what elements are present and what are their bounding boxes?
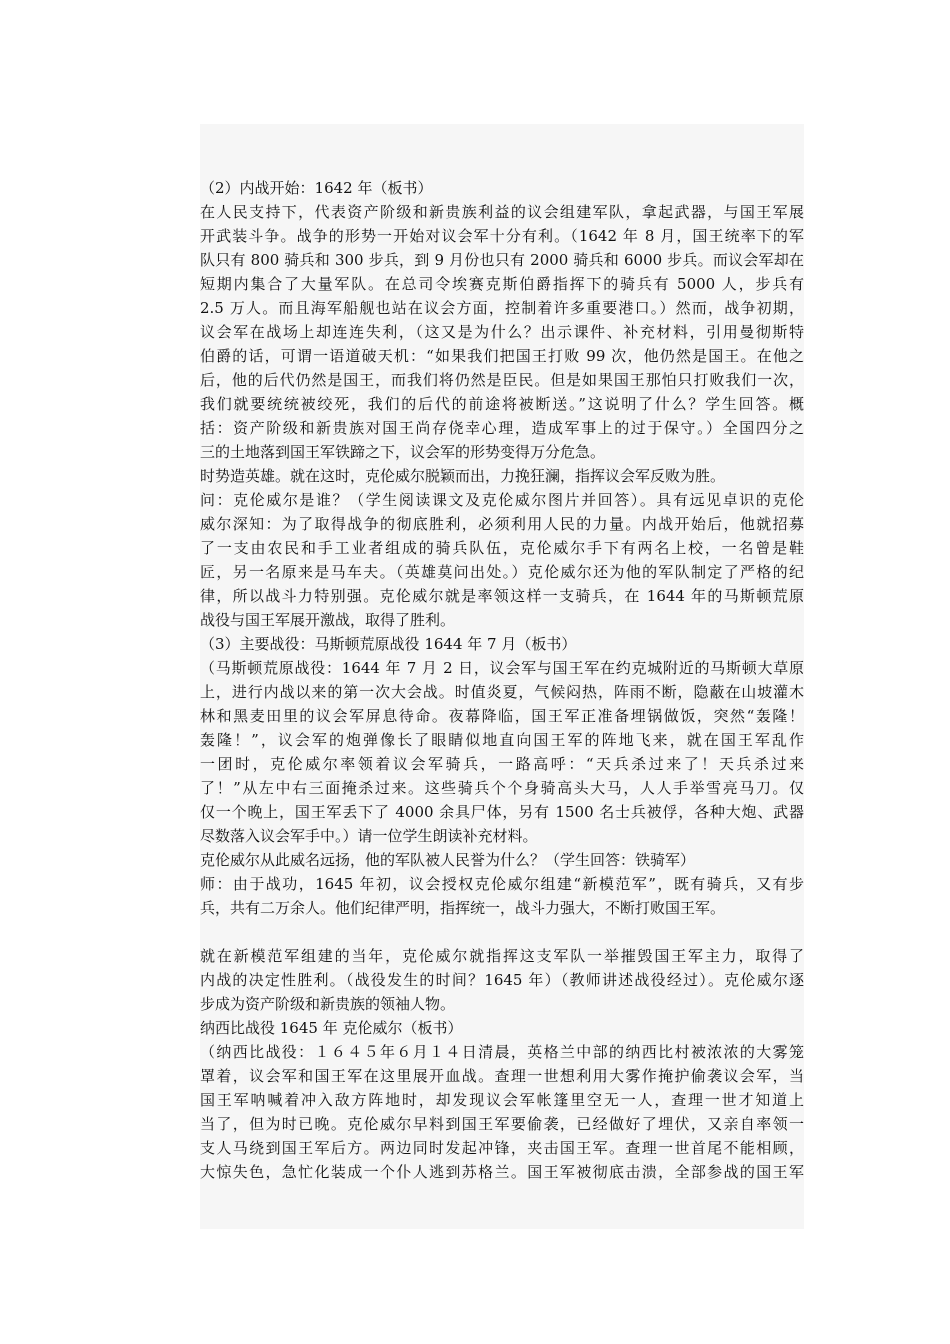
text-line: 后，他的后代仍然是国王，而我们将仍然是臣民。但是如果国王那怕只打败我们一次， (200, 371, 804, 389)
text-line: 伯爵的话，可谓一语道破天机：“如果我们把国王打败 99 次，他仍然是国王。在他之 (200, 347, 804, 365)
text-line: 罩着，议会军和国王军在这里展开血战。查理一世想利用大雾作掩护偷袭议会军，当 (200, 1067, 804, 1085)
text-line: 仅一个晚上，国王军丢下了 4000 余具尸体，另有 1500 名士兵被俘，各种大炮、武器 (200, 803, 804, 821)
text-line: 开武装斗争。战争的形势一开始对议会军十分有利。（1642 年 8 月，国王统率下的军 (200, 227, 804, 245)
text-line: 纳西比战役 1645 年 克伦威尔（板书） (200, 1019, 463, 1037)
document-body (200, 176, 804, 1184)
text-line: （3）主要战役：马斯顿荒原战役 1644 年 7 月（板书） (200, 635, 577, 653)
text-line: 国王军呐喊着冲入敌方阵地时，却发现议会军帐篷里空无一人，查理一世才知道上 (200, 1091, 804, 1109)
text-line: 威尔深知：为了取得战争的彻底胜利，必须利用人民的力量。内战开始后，他就招募 (200, 515, 804, 533)
text-line: 短期内集合了大量军队。在总司令埃赛克斯伯爵指挥下的骑兵有 5000 人，步兵有 (200, 275, 804, 293)
text-line: （马斯顿荒原战役：1644 年 7 月 2 日，议会军与国王军在约克城附近的马斯顿大草原 (200, 659, 804, 677)
text-line: 上，进行内战以来的第一次大会战。时值炎夏，气候闷热，阵雨不断，隐蔽在山坡灌木 (200, 683, 804, 701)
text-line: （2）内战开始：1642 年（板书） (200, 179, 433, 197)
text-line: 三的土地落到国王军铁蹄之下，议会军的形势变得万分危急。 (200, 443, 606, 461)
text-line: 支人马绕到国王军后方。两边同时发起冲锋，夹击国王军。查理一世首尾不能相顾， (200, 1139, 804, 1157)
text-line: 一团时，克伦威尔率领着议会军骑兵，一路高呼：“天兵杀过来了！天兵杀过来 (200, 755, 804, 773)
text-line: 括：资产阶级和新贵族对国王尚存侥幸心理，造成军事上的过于保守。）全国四分之 (200, 419, 804, 437)
text-line: 律，所以战斗力特别强。克伦威尔就是率领这样一支骑兵，在 1644 年的马斯顿荒原 (200, 587, 804, 605)
text-line: 兵，共有二万余人。他们纪律严明，指挥统一，战斗力强大，不断打败国王军。 (200, 899, 726, 917)
text-line: 步成为资产阶级和新贵族的领袖人物。 (200, 995, 456, 1013)
text-line: 克伦威尔从此威名远扬，他的军队被人民誉为什么？（学生回答：铁骑军） (200, 851, 696, 869)
text-line: 我们就要统统被绞死，我们的后代的前途将被断送。”这说明了什么？学生回答。概 (200, 395, 804, 413)
text-line: 尽数落入议会军手中。）请一位学生朗读补充材料。 (200, 827, 538, 845)
text-line: 师：由于战功，1645 年初，议会授权克伦威尔组建“新模范军”，既有骑兵，又有步 (200, 875, 804, 893)
text-line: 内战的决定性胜利。（战役发生的时间？1645 年）（教师讲述战役经过）。克伦威尔逐 (200, 971, 804, 989)
text-line: 战役与国王军展开激战，取得了胜利。 (200, 611, 456, 629)
text-line: 时势造英雄。就在这时，克伦威尔脱颖而出，力挽狂澜，指挥议会军反败为胜。 (200, 467, 726, 485)
blank-line (200, 920, 804, 944)
text-line: 轰隆！”，议会军的炮弹像长了眼睛似地直向国王军的阵地飞来，就在国王军乱作 (200, 731, 804, 749)
text-line: 2.5 万人。而且海军船舰也站在议会方面，控制着许多重要港口。）然而，战争初期， (200, 299, 804, 317)
text-line: 林和黑麦田里的议会军屏息待命。夜幕降临，国王军正准备埋锅做饭，突然“轰隆！ (200, 707, 804, 725)
text-line: （纳西比战役：１６４５年６月１４日清晨，英格兰中部的纳西比村被浓浓的大雾笼 (200, 1043, 804, 1061)
text-line: 问：克伦威尔是谁？（学生阅读课文及克伦威尔图片并回答）。具有远见卓识的克伦 (200, 491, 804, 509)
text-line: 了！”从左中右三面掩杀过来。这些骑兵个个身骑高头大马，人人手举雪亮马刀。仅 (200, 779, 804, 797)
text-line: 就在新模范军组建的当年，克伦威尔就指挥这支军队一举摧毁国王军主力，取得了 (200, 947, 804, 965)
text-line: 议会军在战场上却连连失利，（这又是为什么？出示课件、补充材料，引用曼彻斯特 (200, 323, 804, 341)
text-line: 了一支由农民和手工业者组成的骑兵队伍，克伦威尔手下有两名上校，一名曾是鞋 (200, 539, 804, 557)
text-line: 匠，另一名原来是马车夫。（英雄莫问出处。）克伦威尔还为他的军队制定了严格的纪 (200, 563, 804, 581)
text-line: 在人民支持下，代表资产阶级和新贵族利益的议会组建军队，拿起武器，与国王军展 (200, 203, 804, 221)
text-line: 当了，但为时已晚。克伦威尔早料到国王军要偷袭，已经做好了埋伏，又亲自率领一 (200, 1115, 804, 1133)
text-line: 队只有 800 骑兵和 300 步兵，到 9 月份也只有 2000 骑兵和 6000 步兵。而议会军却在 (200, 251, 804, 269)
text-line: 大惊失色，急忙化装成一个仆人逃到苏格兰。国王军被彻底击溃，全部参战的国王军 (200, 1163, 804, 1181)
